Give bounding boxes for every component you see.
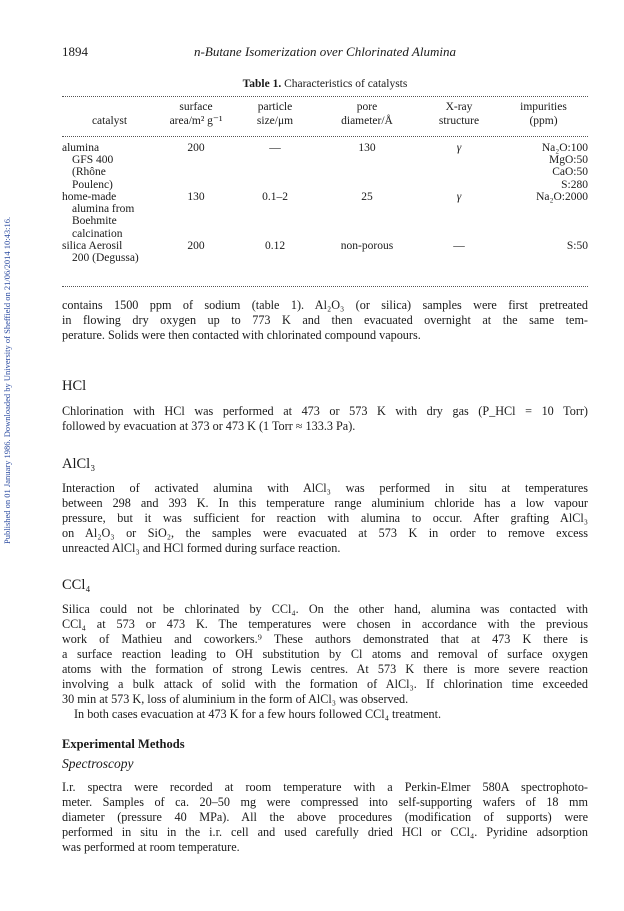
running-title: n-Butane Isomerization over Chlorinated Alumina	[194, 44, 456, 59]
cell-impurities: Na₂O:100 MgO:50 CaO:50 S:280	[541, 142, 588, 191]
subsection-heading-spectroscopy: Spectroscopy	[62, 756, 134, 771]
cell-xray: γ	[456, 142, 462, 154]
section-heading-methods: Experimental Methods	[62, 737, 185, 751]
paragraph-hcl: Chlorination with HCl was performed at 473 or 573 K with dry gas (P_HCl = 10 Torr) followed by evacuation at 373 or 473 K (1 Torr ≈ 133.3 Pa).	[62, 404, 588, 433]
col-header-pore: pore diameter/Å	[341, 101, 393, 127]
cell-surface: 200	[187, 142, 205, 154]
cell-pore: 25	[361, 191, 373, 203]
col-header-xray: X-ray structure	[438, 101, 480, 127]
cell-pore: non-porous	[340, 240, 394, 252]
table-bottom-rule	[62, 286, 588, 287]
col-header-impurities: impurities (ppm)	[520, 101, 567, 127]
table-caption-label: Table 1.	[242, 78, 282, 90]
cell-catalyst: silica Aerosil 200 (Degussa)	[62, 240, 139, 265]
cell-xray: γ	[456, 191, 462, 203]
paragraph-alcl3: Interaction of activated alumina with AlCl₃ was performed in situ at temperatures between 298 and 393 K. In this temperature range aluminium chloride has a low vapour pressure, but it was sufficient for reaction with alumina to occur. After grafting AlCl₃ on Al₂O₃ or SiO₂, the samples were evacuated at 573 K in order to remove excess unreacted AlCl₃ and HCl formed during surface reaction.	[62, 481, 588, 555]
cell-catalyst: alumina GFS 400 (Rhône Poulenc)	[62, 142, 114, 191]
cell-particle: 0.12	[264, 240, 286, 252]
cell-particle: —	[269, 142, 281, 154]
table-header-rule	[62, 136, 588, 137]
section-heading-ccl4: CCl₄	[62, 577, 91, 593]
paragraph-pretreatment: contains 1500 ppm of sodium (table 1). Al₂O₃ (or silica) samples were first pretreated in flowing dry oxygen up to 773 K and then evacuated overnight at the same tem- perature. Solids were then contacted with chlorinated compound vapours.	[62, 298, 588, 342]
section-heading-hcl: HCl	[62, 378, 87, 394]
cell-particle: 0.1–2	[262, 191, 288, 203]
cell-impurities: Na₂O:2000	[536, 191, 588, 203]
col-header-surface: surface area/m² g⁻¹	[169, 101, 223, 127]
section-heading-alcl3: AlCl₃	[62, 456, 96, 472]
table-body	[62, 142, 588, 274]
col-header-particle: particle size/μm	[256, 101, 294, 127]
page-number: 1894	[62, 44, 88, 59]
paragraph-spectroscopy: I.r. spectra were recorded at room temperature with a Perkin-Elmer 580A spectrophoto- meter. Samples of ca. 20–50 mg were compressed into self-supporting wafers of 18 mm diameter (pressure 40 MPa). All the above procedures (modification of supports) were performed in situ in the i.r. cell and used carefully dried HCl or CCl₄. Pyridine adsorption was performed at room temperature.	[62, 780, 588, 854]
cell-pore: 130	[358, 142, 376, 154]
download-notice: Published on 01 January 1986. Downloaded by University of Sheffield on 21/06/2014 10:43:16.	[2, 216, 12, 544]
table-caption	[62, 78, 588, 90]
table-top-rule	[62, 96, 588, 97]
paragraph-ccl4: Silica could not be chlorinated by CCl₄. On the other hand, alumina was contacted with CCl₄ at 573 or 473 K. The temperatures were chosen in accordance with the previous work of Mathieu and coworkers.⁹ These authors demonstrated that at 473 K there is a surface reaction leading to OH substitution by Cl atoms and removal of surface oxygen atoms with the formation of strong Lewis centres. At 573 K there is more severe reaction involving a bulk attack of solid with the formation of AlCl₃. If chlorination time exceeded 30 min at 573 K, loss of aluminium in the form of AlCl₃ was observed. In both cases evacuation at 473 K for a few hours followed CCl₄ treatment.	[62, 602, 588, 721]
page-header	[62, 44, 588, 62]
cell-surface: 130	[187, 191, 205, 203]
cell-catalyst: home-made alumina from Boehmite calcination	[62, 191, 135, 240]
col-header-catalyst: catalyst	[91, 115, 128, 127]
cell-xray: —	[453, 240, 465, 252]
cell-surface: 200	[187, 240, 205, 252]
cell-impurities: S:50	[566, 240, 588, 252]
table-caption-text: Characteristics of catalysts	[284, 78, 408, 90]
table-header	[62, 100, 588, 132]
